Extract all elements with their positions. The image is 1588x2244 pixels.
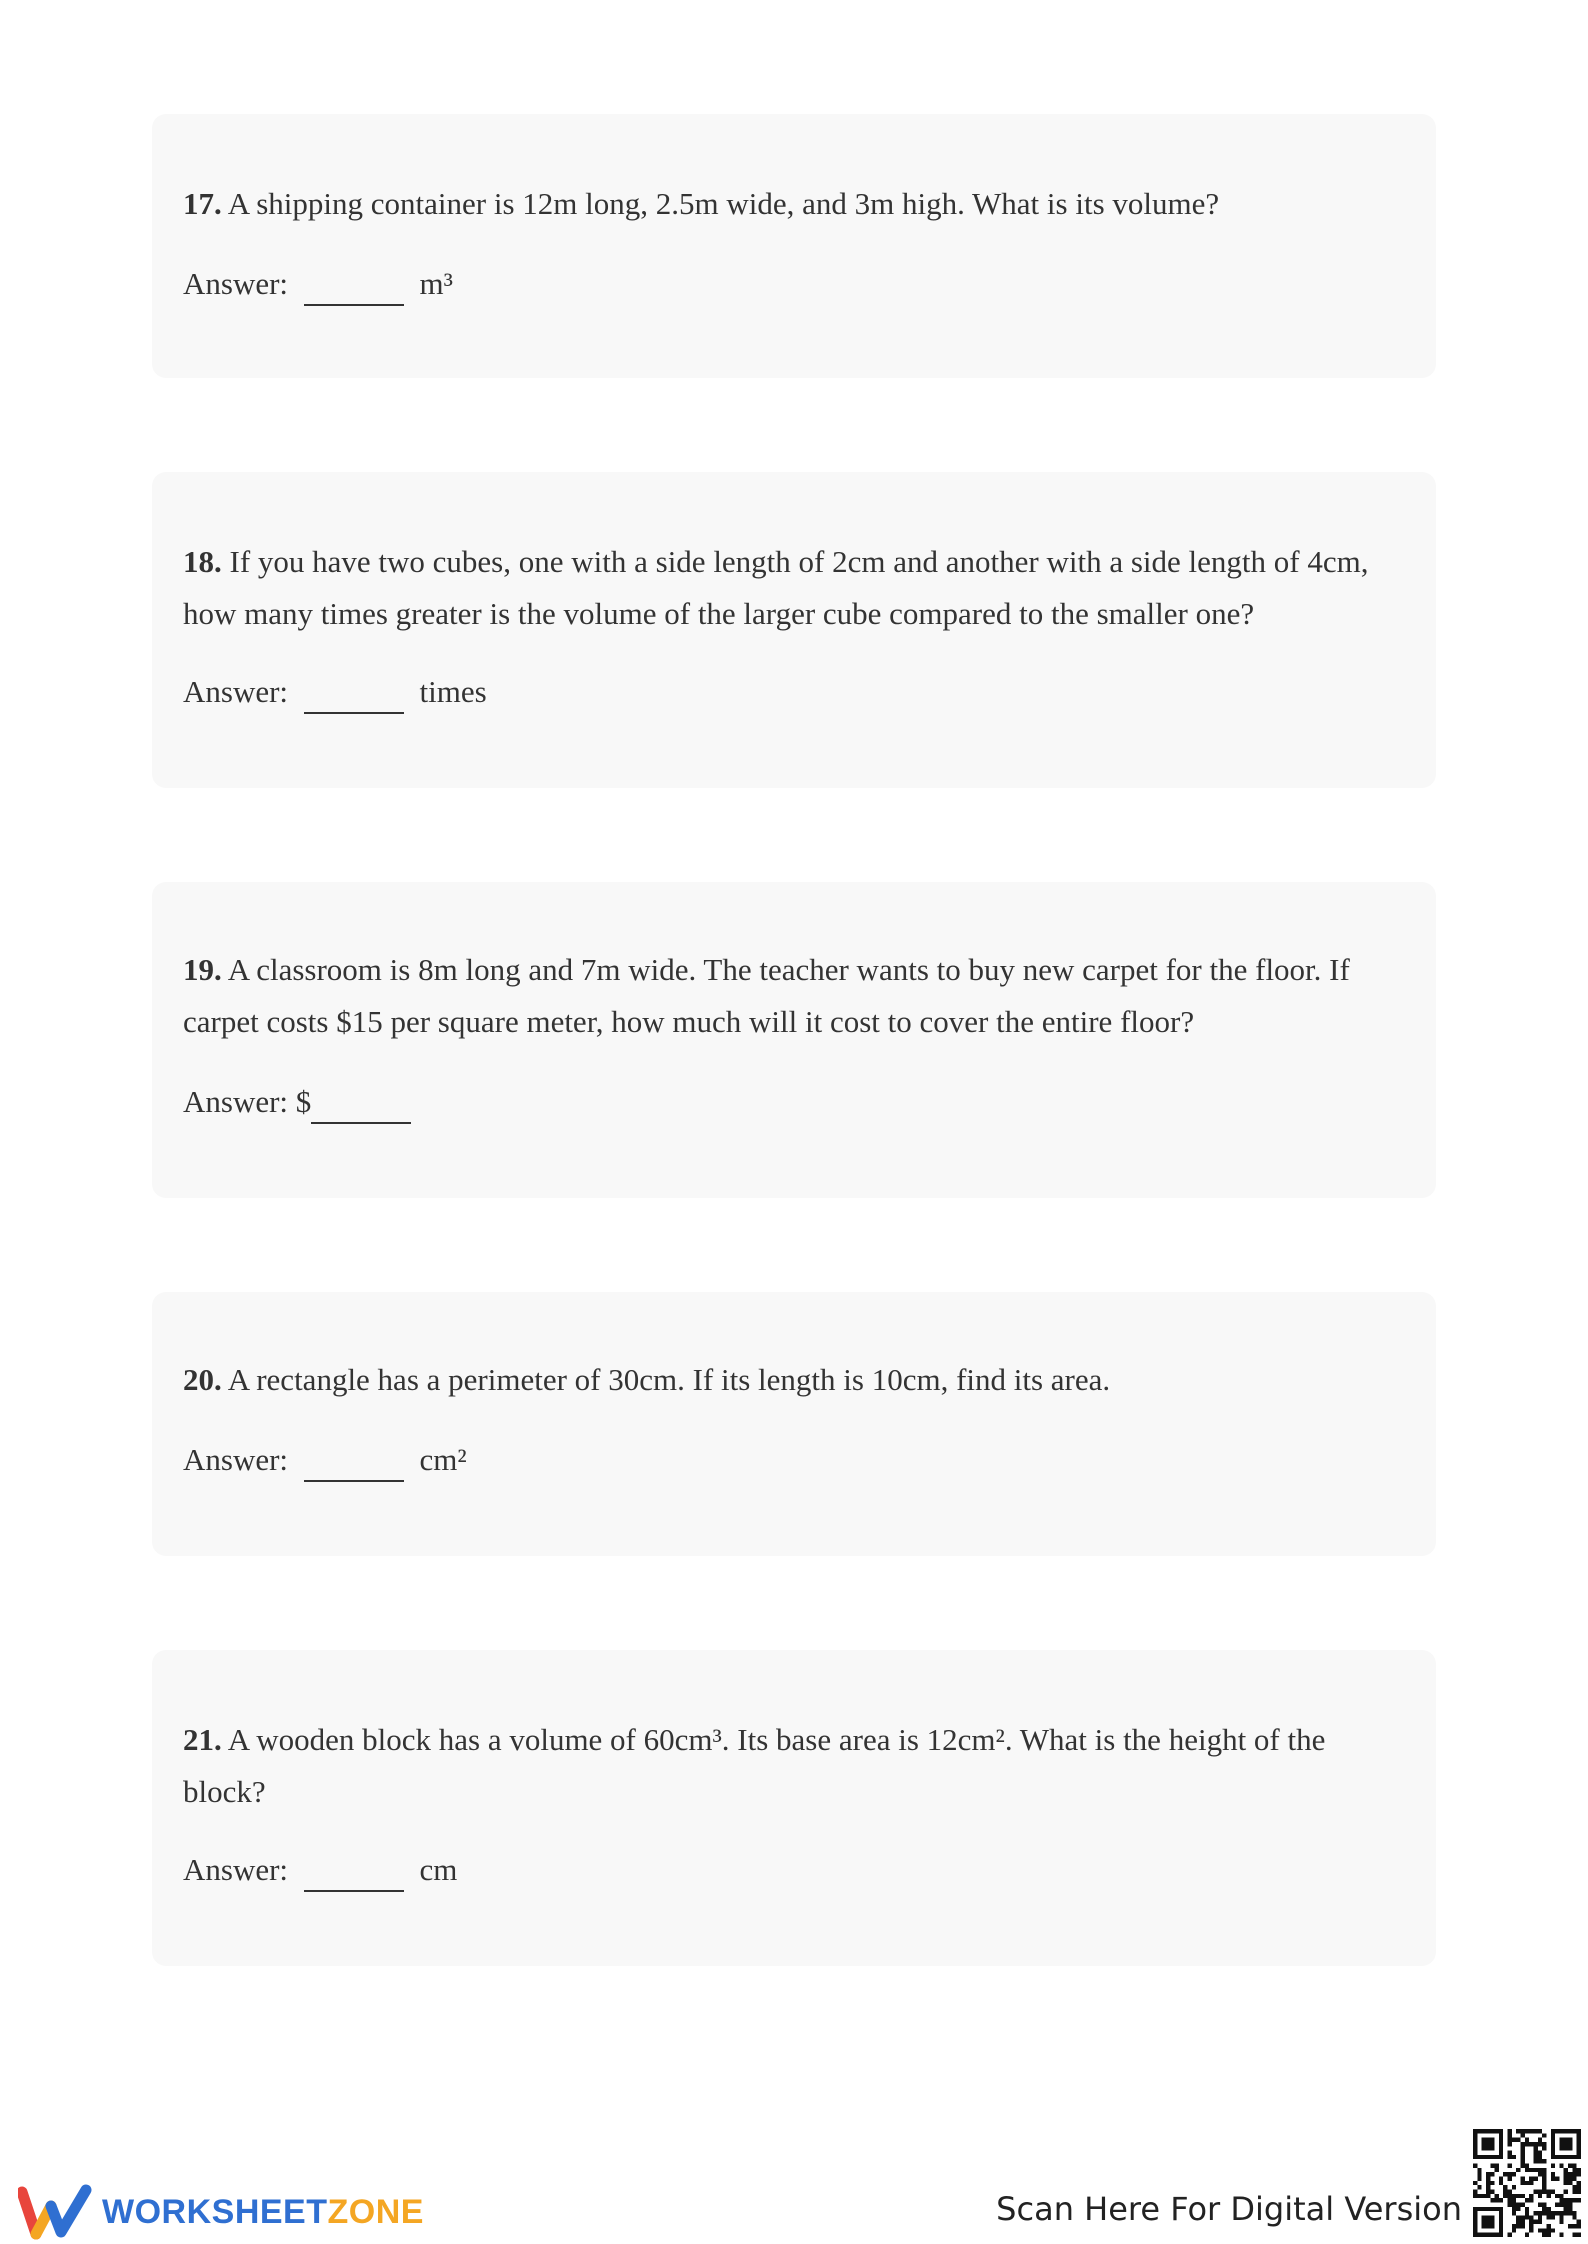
worksheetzone-logo[interactable]: [18, 2182, 424, 2242]
answer-label: Answer:: [183, 674, 289, 709]
worksheetzone-logo-icon: [18, 2184, 92, 2240]
question-number: 20.: [183, 1362, 222, 1397]
question-text-20: [183, 1354, 1396, 1406]
question-text-21: [183, 1714, 1396, 1818]
answer-row-20: [183, 1440, 467, 1482]
answer-blank[interactable]: [304, 672, 404, 714]
question-body: If you have two cubes, one with a side length of 2cm and another with a side length of 4cm, how many times greater is the volume of the larger cube compared to the smaller one?: [183, 544, 1369, 631]
answer-unit: cm²: [419, 1442, 467, 1477]
question-text-17: [183, 178, 1396, 230]
answer-blank[interactable]: [304, 264, 404, 306]
answer-label: Answer:: [183, 1442, 289, 1477]
question-number: 17.: [183, 186, 222, 221]
question-body: A shipping container is 12m long, 2.5m wide, and 3m high. What is its volume?: [227, 186, 1220, 221]
answer-unit: m³: [419, 266, 453, 301]
question-number: 21.: [183, 1722, 222, 1757]
question-text-19: [183, 944, 1396, 1048]
question-number: 19.: [183, 952, 222, 987]
answer-row-21: [183, 1850, 457, 1892]
scan-instruction: Scan Here For Digital Version: [996, 2190, 1462, 2228]
answer-row-17: [183, 264, 453, 306]
qr-code-icon[interactable]: [1473, 2129, 1581, 2237]
answer-row-19: [183, 1082, 419, 1124]
question-card-18: [152, 472, 1436, 788]
answer-blank[interactable]: [304, 1850, 404, 1892]
answer-prefix: $: [295, 1084, 312, 1119]
answer-label: Answer:: [183, 266, 289, 301]
answer-blank[interactable]: [304, 1440, 404, 1482]
answer-blank[interactable]: [311, 1082, 411, 1124]
logo-wordmark: WORKSHEETZONE: [102, 2192, 424, 2231]
answer-row-18: [183, 672, 487, 714]
question-card-20: [152, 1292, 1436, 1556]
answer-label: Answer:: [183, 1084, 289, 1119]
question-body: A wooden block has a volume of 60cm³. Its base area is 12cm². What is the height of the block?: [183, 1722, 1326, 1809]
answer-unit: cm: [419, 1852, 458, 1887]
answer-unit: times: [419, 674, 487, 709]
question-number: 18.: [183, 544, 222, 579]
question-card-21: [152, 1650, 1436, 1966]
question-body: A classroom is 8m long and 7m wide. The teacher wants to buy new carpet for the floor. If carpet costs $15 per square meter, how much will it cost to cover the entire floor?: [183, 952, 1350, 1039]
question-body: A rectangle has a perimeter of 30cm. If its length is 10cm, find its area.: [227, 1362, 1111, 1397]
answer-label: Answer:: [183, 1852, 289, 1887]
question-card-17: [152, 114, 1436, 378]
question-card-19: [152, 882, 1436, 1198]
question-text-18: [183, 536, 1396, 640]
